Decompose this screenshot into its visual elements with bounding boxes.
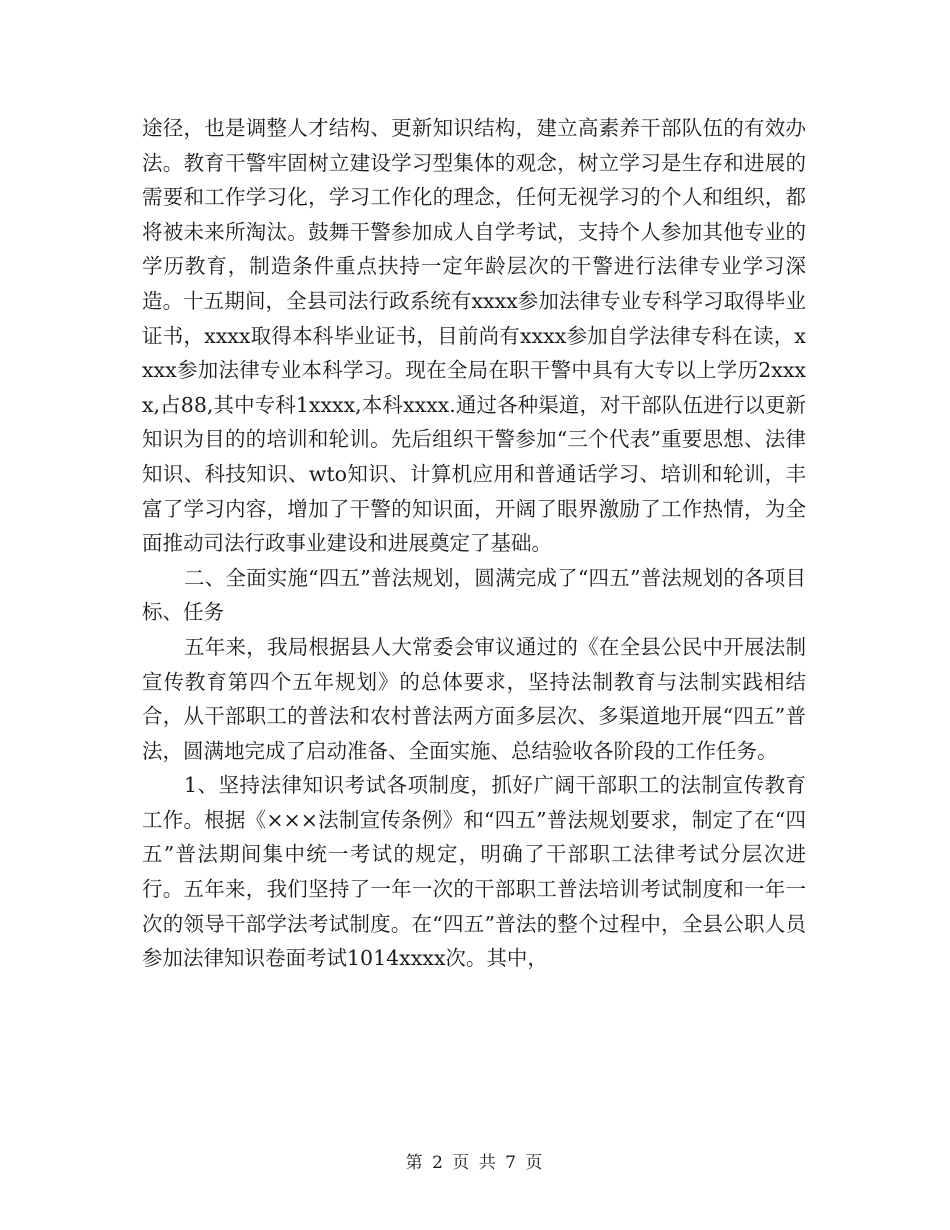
paragraph-five-years: 五年来，我局根据县人大常委会审议通过的《在全县公民中开展法制宣传教育第四个五年规划》的总体要求，坚持法制教育与法制实践相结合，从干部职工的普法和农村普法两方面多层次、多渠道地开展“四五”普法，圆满地完成了启动准备、全面实施、总结验收各阶段的工作任务。 (142, 634, 806, 763)
paragraph-law-exam: 1、坚持法律知识考试各项制度，抓好广阔干部职工的法制宣传教育工作。根据《×××法制宣传条例》和“四五”普法规划要求，制定了在“四五”普法期间集中统一考试的规定，明确了干部职工法律考试分层次进行。五年来，我们坚持了一年一次的干部职工普法培训考试制度和一年一次的领导干部学法考试制度。在“四五”普法的整个过程中，全县公职人员参加法律知识卷面考试1014xxxx次。其中， (142, 773, 806, 971)
section-heading-four-five: 二、全面实施“四五”普法规划，圆满完成了“四五”普法规划的各项目标、任务 (142, 565, 806, 625)
paragraph-education: 途径，也是调整人才结构、更新知识结构，建立高素养干部队伍的有效办法。教育干警牢固树立建设学习型集体的观念，树立学习是生存和进展的需要和工作学习化，学习工作化的理念，任何无视学习的个人和组织，都将被未来所淘汰。鼓舞干警参加成人自学考试，支持个人参加其他专业的学历教育，制造条件重点扶持一定年龄层次的干警进行法律专业学习深造。十五期间，全县司法行政系统有xxxx参加法律专业专科学习取得毕业证书，xxxx取得本科毕业证书，目前尚有xxxx参加自学法律专科在读，xxxx参加法律专业本科学习。现在全局在职干警中具有大专以上学历2xxxx,占88,其中专科1xxxx,本科xxxx.通过各种渠道，对干部队伍进行以更新知识为目的的培训和轮训。先后组织干警参加“三个代表”重要思想、法律知识、科技知识、wto知识、计算机应用和普通话学习、培训和轮训，丰富了学习内容，增加了干警的知识面，开阔了眼界激励了工作热情，为全面推动司法行政事业建设和进展奠定了基础。 (142, 116, 806, 556)
document-body (142, 111, 806, 976)
page-number-footer: 第 2 页 共 7 页 (405, 1153, 545, 1173)
